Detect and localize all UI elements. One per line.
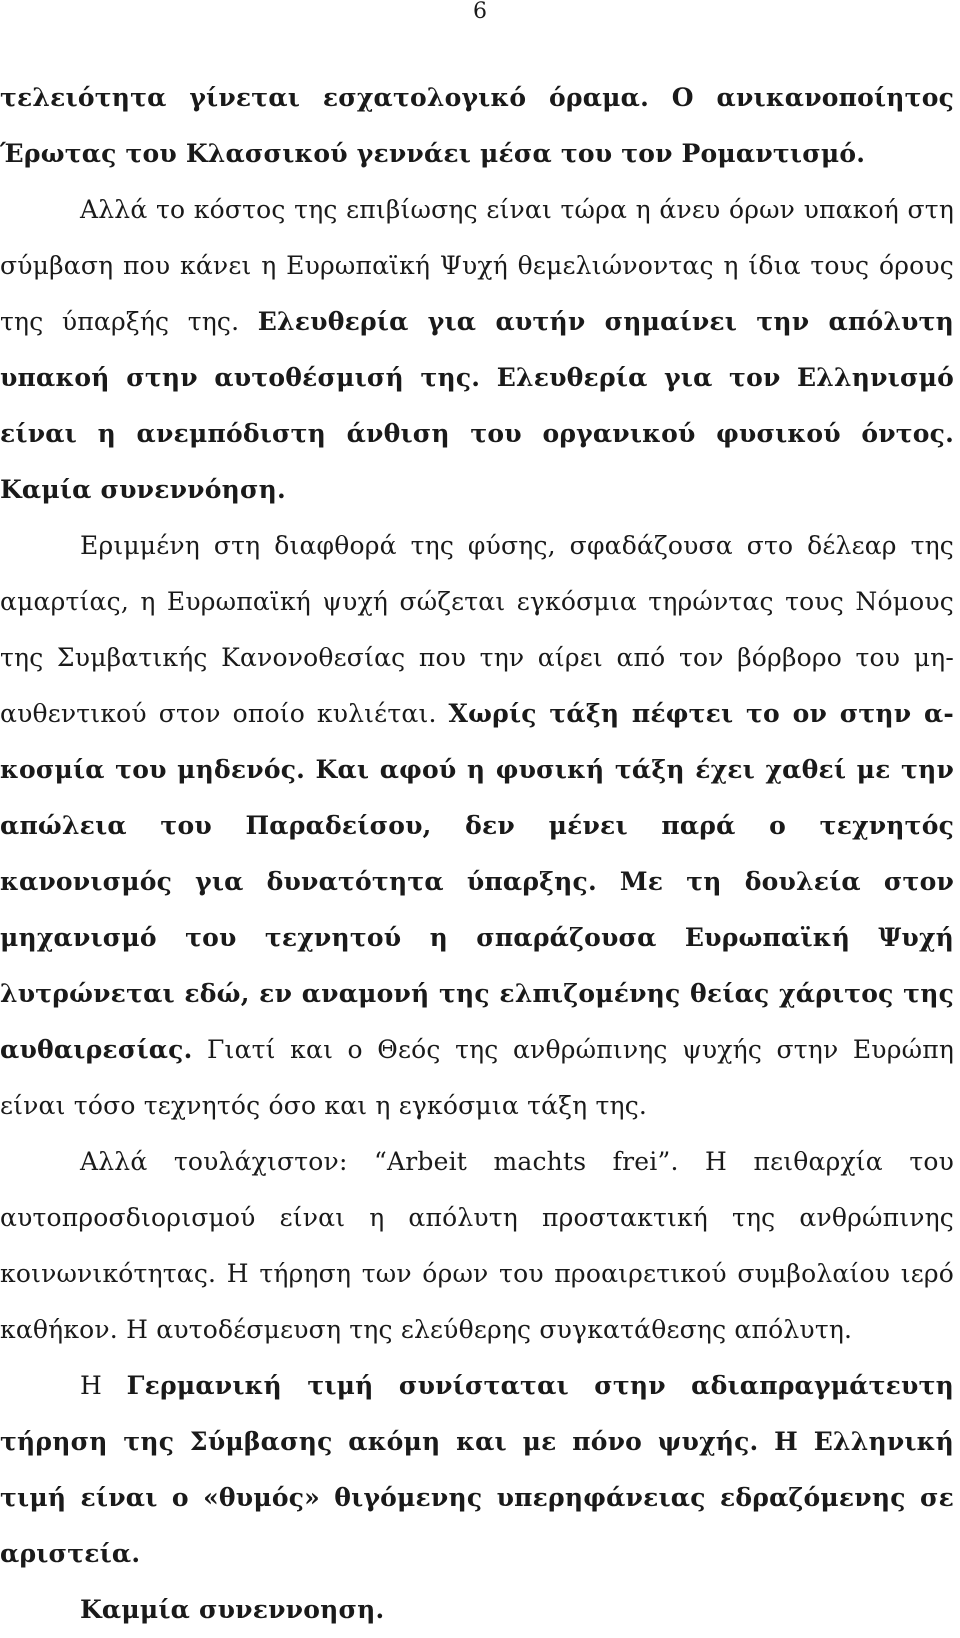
paragraph-2 (0, 182, 954, 518)
document-body (0, 70, 954, 1638)
paragraph-5 (0, 1358, 954, 1582)
paragraph-1-bold-text: τελειότητα γίνεται εσχατολογικό όραμα. Ο ανικανοποίητος Έρωτας του Κλασσικού γεννάει μέσα του τον Ρομαντισμό. (0, 83, 954, 168)
paragraph-2-bold-text: Ελευθερία για αυτήν σημαίνει την απόλυτη υπακοή στην αυτοθέσμισή της. Ελευθερία για τον Ελληνισμό είναι η ανεμπόδιστη άνθιση του οργανικού φυσικού όντος. Καμία συνεννόηση. (0, 307, 955, 504)
paragraph-3-tail-text: Γιατί και ο Θεός της ανθρώπινης ψυχής στην Ευρώπη είναι τόσο τεχνητός όσο και η εγκόσμια τάξη της. (0, 1035, 954, 1120)
paragraph-5-bold-text: Γερμανική τιμή συνίσταται στην αδιαπραγμάτευτη τήρηση της Σύμβασης ακόμη και με πόνο ψυχής. Η Ελληνική τιμή είναι ο «θυμός» θιγόμενης υπερηφάνειας εδραζόμενης σε αριστεία. (0, 1371, 954, 1568)
paragraph-3-bold-text: Χωρίς τάξη πέφτει το ον στην α-κοσμία του μηδενός. Και αφού η φυσική τάξη έχει χαθεί με την απώλεια του Παραδείσου, δεν μένει παρά ο τεχνητός κανονισμός για δυνατότητα ύπαρξης. Με τη δουλεία στον μηχανισμό του τεχνητού η σπαράζουσα Ευρωπαϊκή Ψυχή λυτρώνεται εδώ, εν αναμονή της ελπιζομένης θείας χάριτος της αυθαιρεσίας. (0, 699, 954, 1064)
paragraph-5-text: Η (80, 1371, 103, 1400)
paragraph-4-text: Αλλά τουλάχιστον: “Arbeit machts frei”. Η πειθαρχία του αυτοπροσδιορισμού είναι η απόλυτη προστακτική της ανθρώπινης κοινωνικότητας. Η τήρηση των όρων του προαιρετικού συμβολαίου ιερό καθήκον. Η αυτοδέσμευση της ελεύθερης συγκατάθεσης απόλυτη. (0, 1147, 954, 1344)
paragraph-2-text: Αλλά το κόστος της επιβίωσης είναι τώρα η άνευ όρων υπακοή στη σύμβαση που κάνει η Ευρωπαϊκή Ψυχή θεμελιώνοντας η ίδια τους όρους της ύπαρξής της. (0, 195, 954, 336)
paragraph-6-bold-text: Καμμία συνεννοηση. (80, 1595, 385, 1624)
page-number: 6 (473, 0, 487, 24)
paragraph-3-text: Εριμμένη στη διαφθορά της φύσης, σφαδάζουσα στο δέλεαρ της αμαρτίας, η Ευρωπαϊκή ψυχή σώζεται εγκόσμια τηρώντας τους Νόμους της Συμβατικής Κανονοθεσίας που την αίρει από τον βόρβορο του μη-αυθεντικού στον οποίο κυλιέται. (0, 531, 954, 728)
paragraph-3 (0, 518, 954, 1134)
paragraph-4 (0, 1134, 954, 1358)
paragraph-1 (0, 70, 954, 182)
paragraph-6 (0, 1582, 954, 1638)
